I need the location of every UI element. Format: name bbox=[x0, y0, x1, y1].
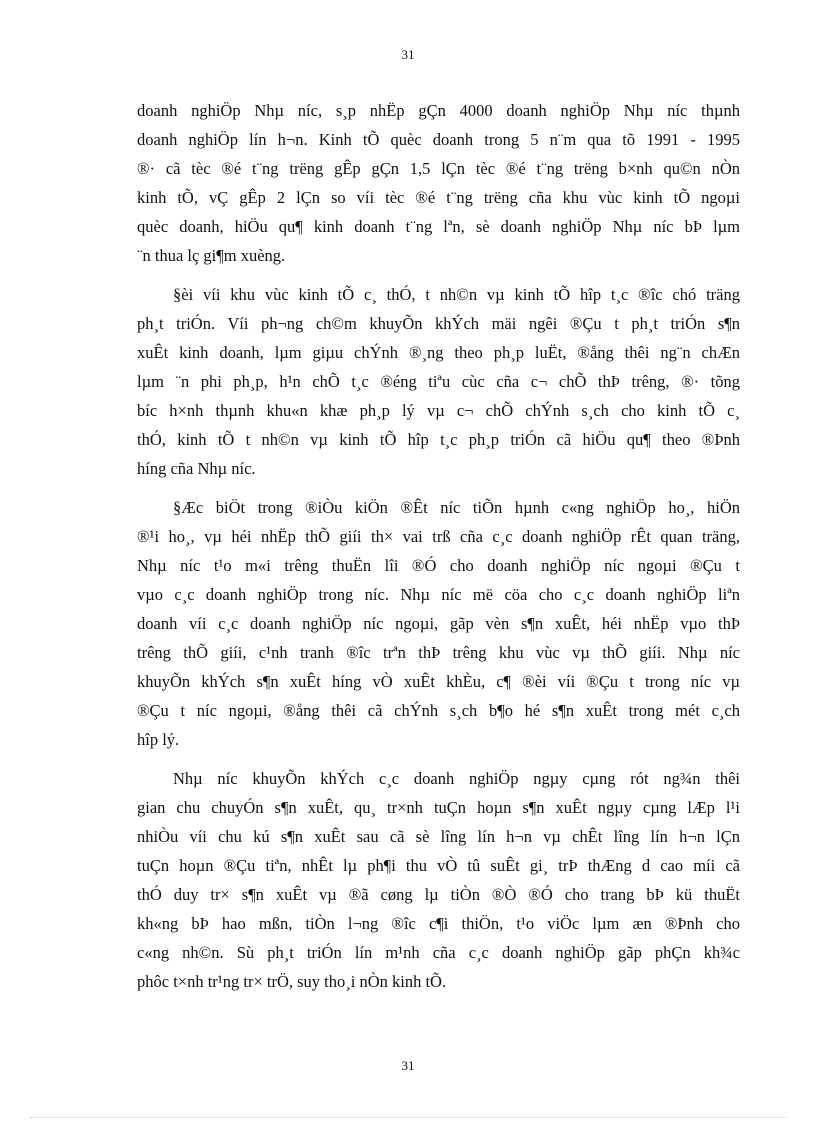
text-line: ®Çu t níc ngoµi, ®ång thêi cã chÝnh s¸ch b¶o hé s¶n xuÊt trong mét c¸ch bbox=[137, 701, 740, 720]
paragraph-4 bbox=[137, 764, 740, 996]
text-line: §èi víi khu vùc kinh tÕ c¸ thÓ, t nh©n vµ kinh tÕ hîp t¸c ®îc chó träng bbox=[173, 285, 740, 304]
text-line: ®· cã tèc ®é t¨ng trëng gÊp gÇn 1,5 lÇn tèc ®é t¨ng trëng b×nh qu©n nÒn bbox=[137, 159, 740, 178]
text-line: kh«ng bÞ hao mßn, tiÒn l¬ng ®îc c¶i thiÖn, t¹o viÖc lµm æn ®Þnh cho bbox=[137, 914, 740, 933]
text-line: híng cña Nhµ níc. bbox=[137, 459, 256, 478]
text-line: §Æc biÖt trong ®iÒu kiÖn ®Êt níc tiÕn hµnh c«ng nghiÖp ho¸, hiÖn bbox=[173, 498, 740, 517]
text-line: thÓ, kinh tÕ t nh©n vµ kinh tÕ hîp t¸c ph¸p triÓn cã hiÖu qu¶ theo ®Þnh bbox=[137, 430, 740, 449]
text-line: bíc h×nh thµnh khu«n khæ ph¸p lý vµ c¬ chÕ chÝnh s¸ch cho kinh tÕ c¸ bbox=[137, 401, 740, 420]
text-line: tuÇn hoµn ®Çu tiªn, nhÊt lµ ph¶i thu vÒ tû suÊt gi¸ trÞ thÆng d cao míi cã bbox=[137, 856, 740, 875]
text-line: doanh nghiÖp lín h¬n. Kinh tÕ quèc doanh trong 5 n¨m qua tõ 1991 - 1995 bbox=[137, 130, 740, 149]
text-line: doanh víi c¸c doanh nghiÖp níc ngoµi, gãp vèn s¶n xuÊt, héi nhËp vµo thÞ bbox=[137, 614, 740, 633]
text-line: quèc doanh, hiÖu qu¶ kinh doanh t¨ng lªn, sè doanh nghiÖp Nhµ níc bÞ lµm bbox=[137, 217, 740, 236]
text-line: phôc t×nh tr¹ng tr× trÖ, suy tho¸i nÒn kinh tÕ. bbox=[137, 972, 447, 991]
text-line: thÓ duy tr× s¶n xuÊt vµ ®ã cøng lµ tiÒn ®Ò ®Ó cho trang bÞ kü thuËt bbox=[137, 885, 740, 904]
page-number-bottom: 31 bbox=[401, 1058, 415, 1073]
text-line: trêng thÕ giíi, c¹nh tranh ®îc trªn thÞ trêng khu vùc vµ thÕ giíi. Nhµ níc bbox=[137, 643, 740, 662]
text-line: doanh nghiÖp Nhµ níc, s¸p nhËp gÇn 4000 doanh nghiÖp Nhµ níc thµnh bbox=[137, 101, 740, 120]
text-line: ¨n thua lç gi¶m xuèng. bbox=[137, 246, 286, 265]
page-bottom-border bbox=[30, 1117, 786, 1118]
text-line: hîp lý. bbox=[137, 730, 180, 749]
text-line: kinh tÕ, vÇ gÊp 2 lÇn so víi tèc ®é t¨ng trëng cña khu vùc kinh tÕ ngoµi bbox=[137, 188, 740, 207]
paragraph-1 bbox=[137, 96, 740, 270]
document-body bbox=[137, 96, 740, 1006]
paragraph-2 bbox=[137, 280, 740, 483]
text-line: lµm ¨n phi ph¸p, h¹n chÕ t¸c ®éng tiªu cùc cña c¬ chÕ thÞ trêng, ®· tõng bbox=[137, 372, 740, 391]
text-line: nhiÒu víi chu kú s¶n xuÊt sau cã sè lîng lín h¬n vµ chÊt lîng lín h¬n lÇn bbox=[137, 827, 740, 846]
text-line: Nhµ níc khuyÕn khÝch c¸c doanh nghiÖp ngµy cµng rót ng¾n thêi bbox=[173, 769, 740, 788]
text-line: Nhµ níc t¹o m«i trêng thuËn lîi ®Ó cho doanh nghiÖp níc ngoµi ®Çu t bbox=[137, 556, 740, 575]
page-number-top: 31 bbox=[401, 47, 415, 62]
text-line: ®¹i ho¸, vµ héi nhËp thÕ giíi th× vai trß cña c¸c doanh nghiÖp rÊt quan träng, bbox=[137, 527, 740, 546]
text-line: xuÊt kinh doanh, lµm giµu chÝnh ®¸ng theo ph¸p luËt, ®ång thêi ng¨n chÆn bbox=[137, 343, 740, 362]
text-line: c«ng nh©n. Sù ph¸t triÓn lín m¹nh cña c¸c doanh nghiÖp gãp phÇn kh¾c bbox=[137, 943, 740, 962]
text-line: khuyÕn khÝch s¶n xuÊt híng vÒ xuÊt khÈu, c¶ ®èi víi ®Çu t trong níc vµ bbox=[137, 672, 740, 691]
text-line: ph¸t triÓn. Víi ph¬ng ch©m khuyÕn khÝch mäi ngêi ®Çu t ph¸t triÓn s¶n bbox=[137, 314, 740, 333]
text-line: gian chu chuyÓn s¶n xuÊt, qu¸ tr×nh tuÇn hoµn s¶n xuÊt ngµy cµng lÆp l¹i bbox=[137, 798, 740, 817]
paragraph-3 bbox=[137, 493, 740, 754]
text-line: vµo c¸c doanh nghiÖp trong níc. Nhµ níc më cöa cho c¸c doanh nghiÖp liªn bbox=[137, 585, 740, 604]
